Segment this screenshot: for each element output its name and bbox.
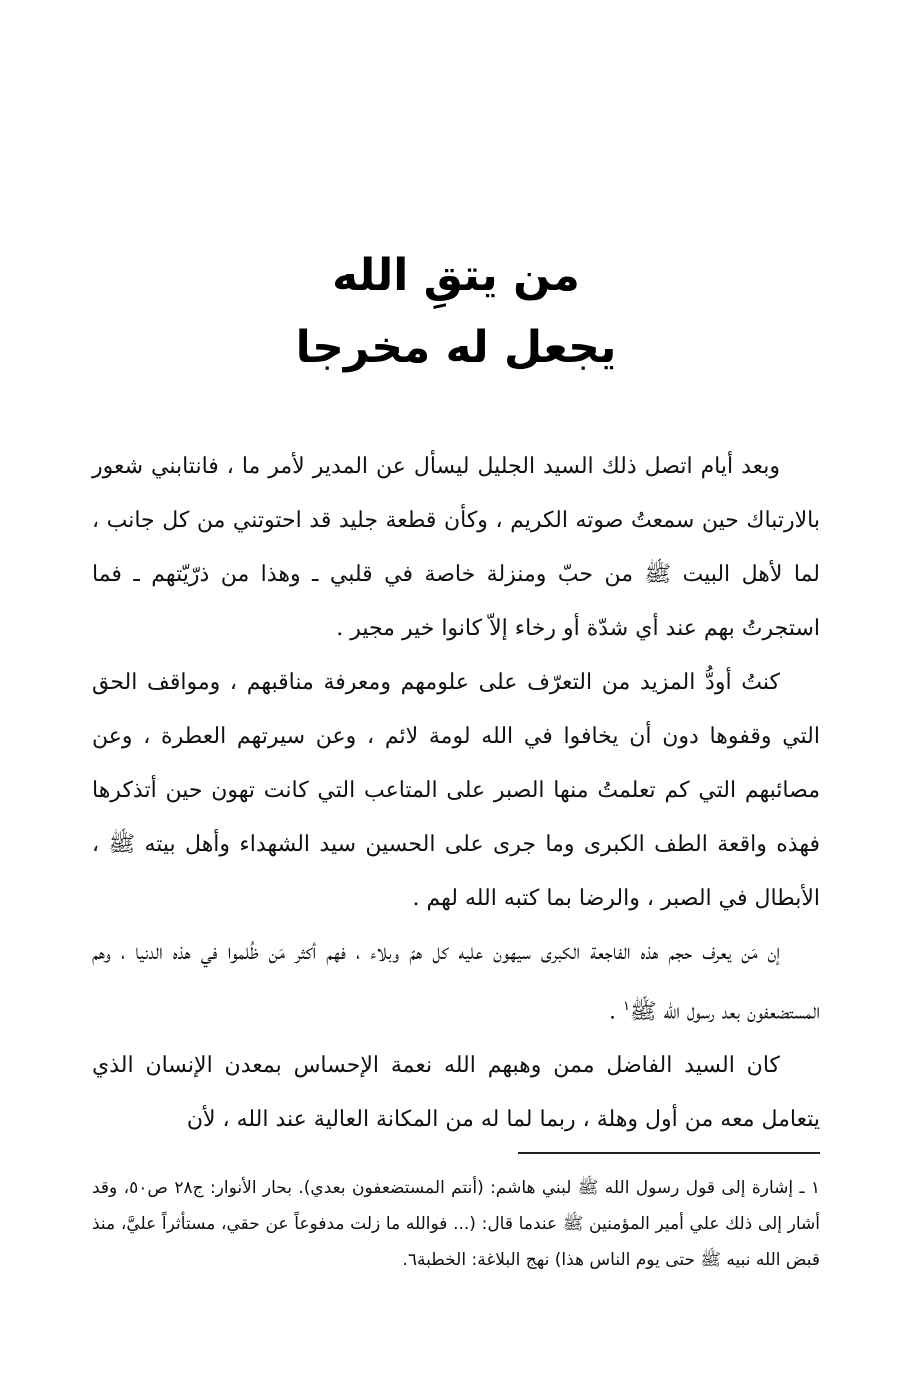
body-text <box>92 440 820 1147</box>
paragraph-3-text: إن مَن يعرف حجم هذه الفاجعة الكبرى سيهون عليه كل همّ وبلاء ، فهم أكثر مَن ظُلموا في هذه الدنيا ، وهم المستضعفون بعد رسول الله ﷺ <box>92 940 820 1025</box>
paragraph-4: كان السيد الفاضل ممن وهبهم الله نعمة الإحساس بمعدن الإنسان الذي يتعامل معه من أول وهلة ، ربما لما له من المكانة العالية عند الله ، لأن <box>92 1053 820 1133</box>
footnote-divider <box>518 1152 820 1154</box>
chapter-title-line-2: يجعل له مخرجا <box>295 322 617 373</box>
footnote-text: ١ ـ إشارة إلى قول رسول الله ﷺ لبني هاشم: (أنتم المستضعفون بعدي). بحار الأنوار: ج٢٨ ص٥٠، وقد أشار إلى ذلك علي أمير المؤمنين ﷺ عندما قال: (... فوالله ما زلت مدفوعاً عن حقي، مستأثراً عليَّ، منذ قبض الله نبيه ﷺ حتى يوم الناس هذا) نهج البلاغة: الخطبة٦. <box>92 1178 820 1270</box>
footnote-reference: ١ <box>622 999 630 1014</box>
chapter-title-line-1: من يتقِ الله <box>332 250 580 301</box>
chapter-title <box>0 240 912 384</box>
footnote <box>92 1170 820 1278</box>
paragraph-3 <box>92 926 820 1039</box>
paragraph-3-end: . <box>608 999 623 1025</box>
paragraph-2: كنتُ أودُّ المزيد من التعرّف على علومهم ومعرفة مناقبهم ، ومواقف الحق التي وقفوها دون أن يخافوا في الله لومة لائم ، وعن سيرتهم العطرة ، وعن مصائبهم التي كم تعلمتُ منها الصبر على المتاعب التي كانت تهون حين أتذكرها فهذه واقعة الطف الكبرى وما جرى على الحسين سيد الشهداء وأهل بيته ﷺ ، الأبطال في الصبر ، والرضا بما كتبه الله لهم . <box>92 670 820 911</box>
paragraph-1: وبعد أيام اتصل ذلك السيد الجليل ليسأل عن المدير لأمر ما ، فانتابني شعور بالارتباك حين سمعتُ صوته الكريم ، وكأن قطعة جليد قد احتوتني من كل جانب ، لما لأهل البيت ﷺ من حبّ ومنزلة خاصة في قلبي ـ وهذا من ذرّيّتهم ـ فما استجرتُ بهم عند أي شدّة أو رخاء إلاّ كانوا خير مجير . <box>92 454 820 641</box>
